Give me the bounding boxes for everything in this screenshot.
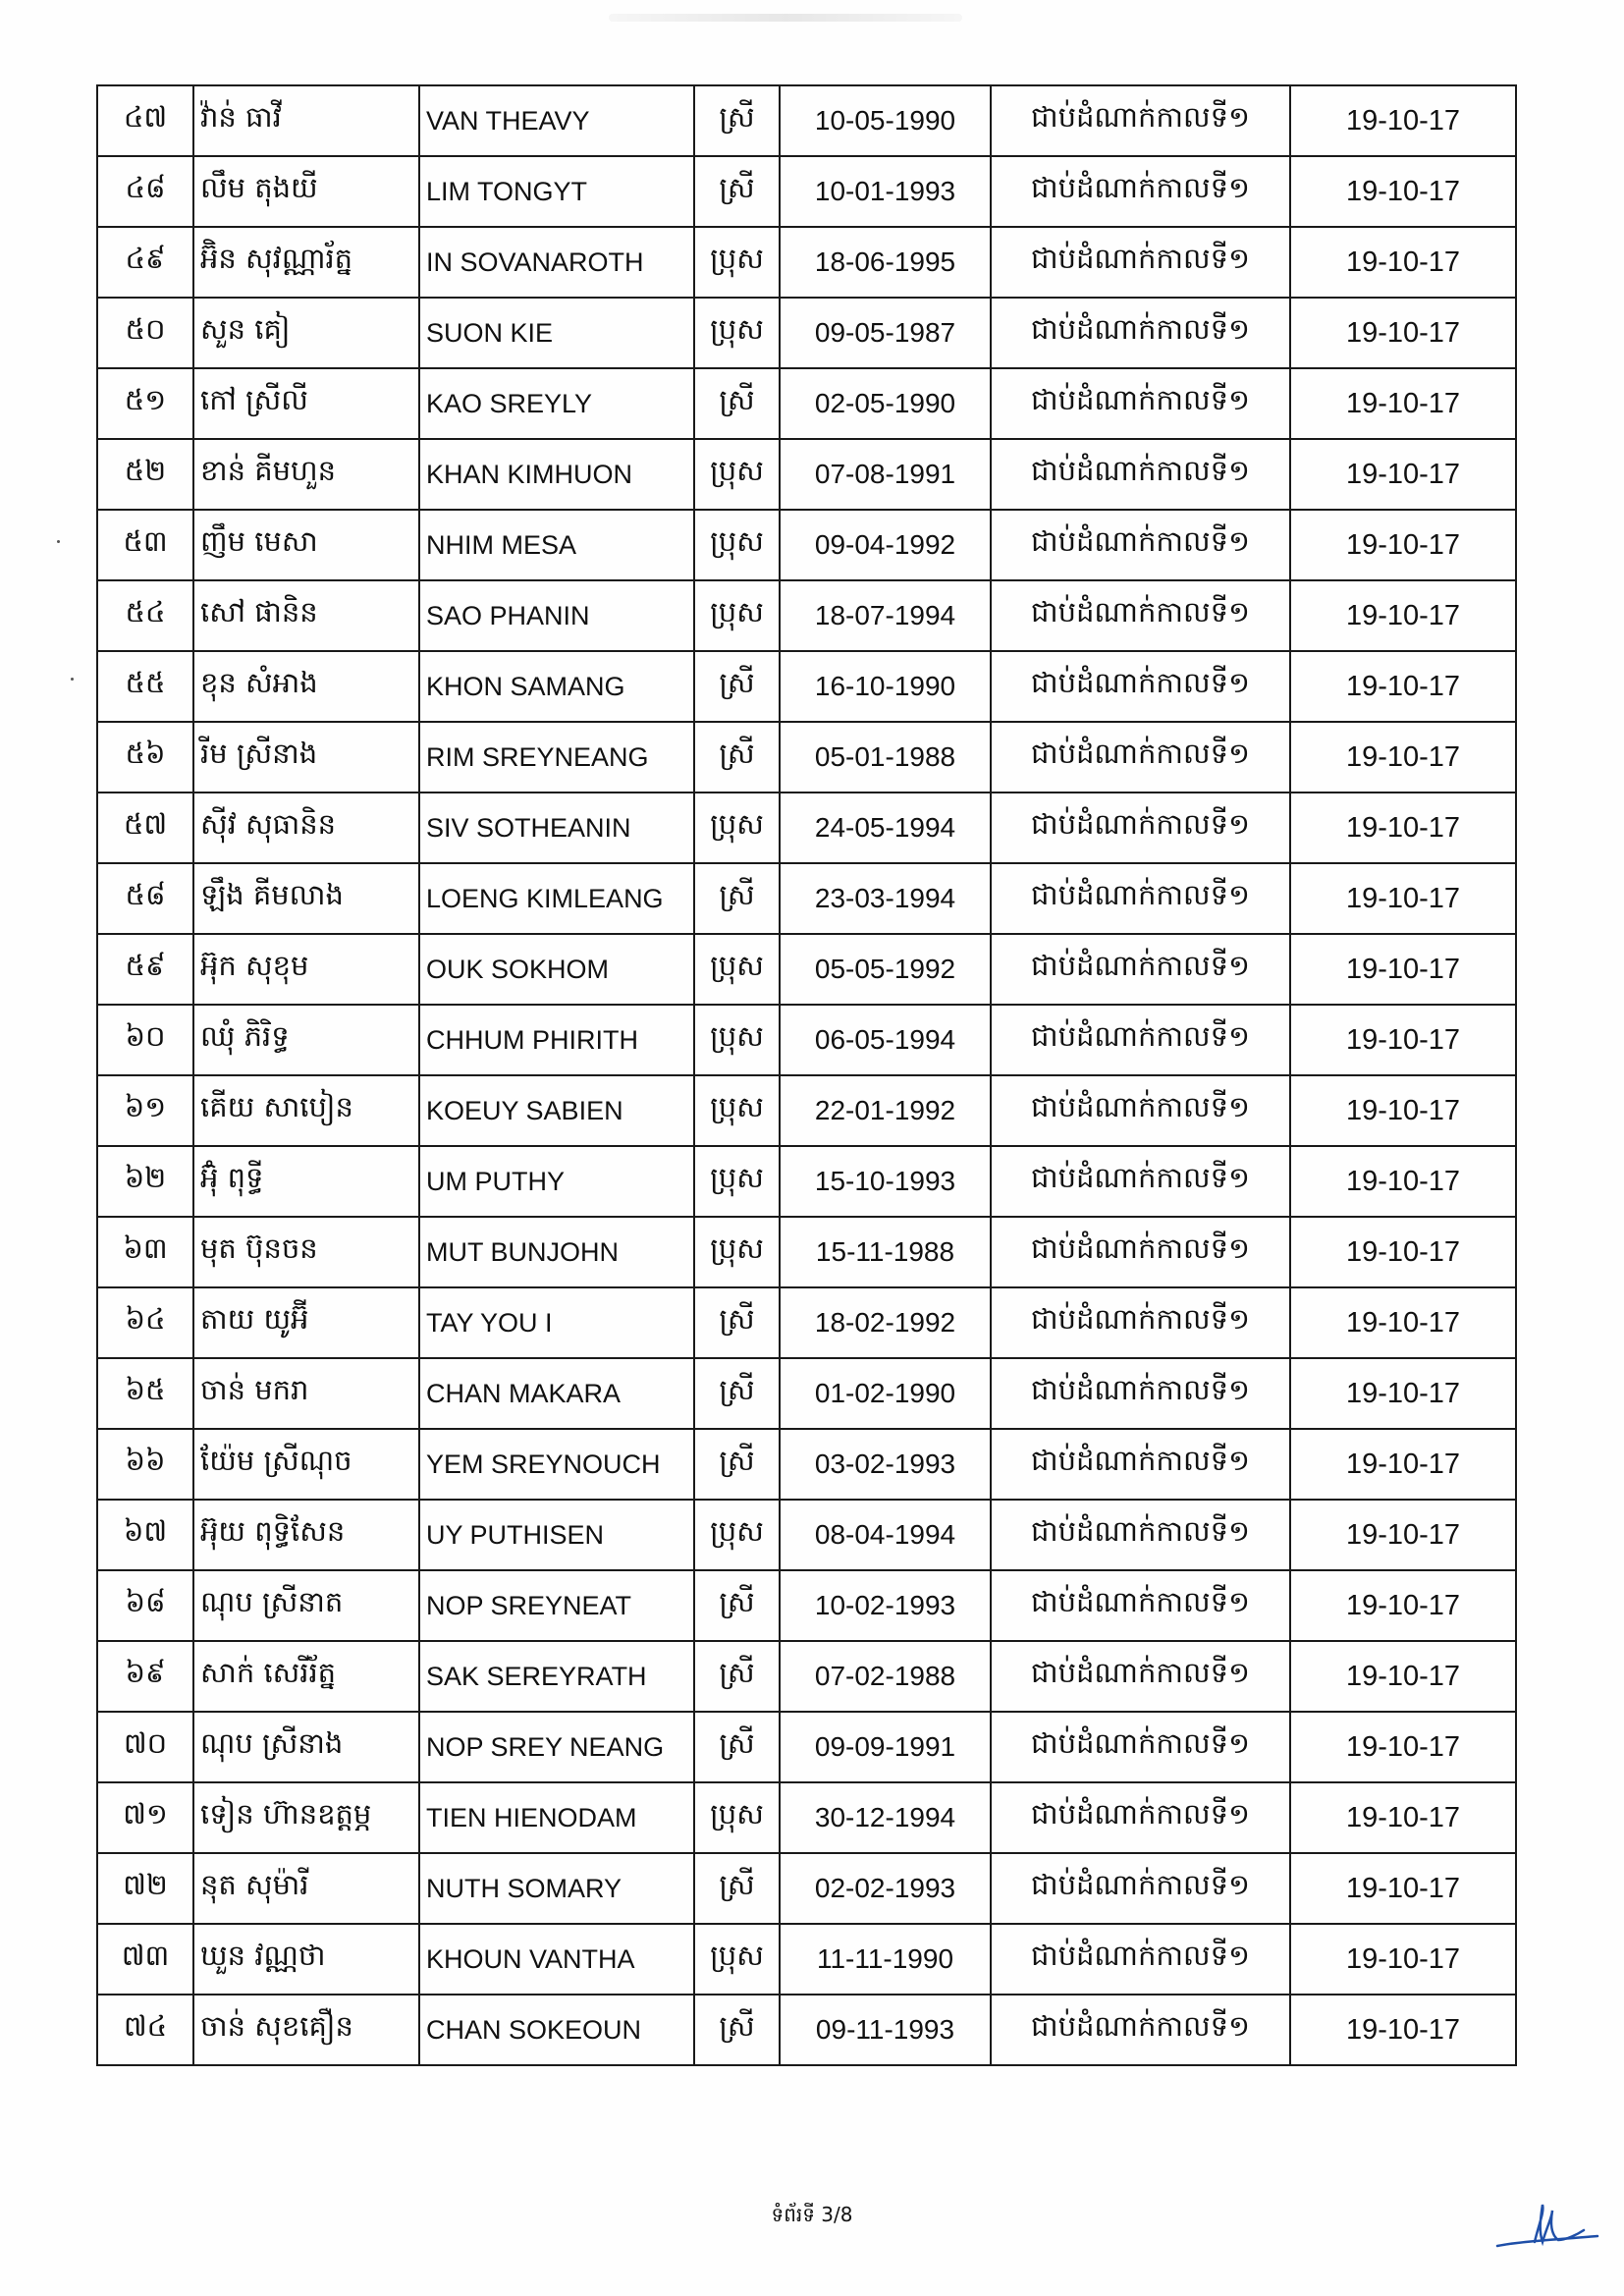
gender-cell: ស្រី: [694, 651, 780, 722]
row-number-cell: ៤៨: [97, 156, 193, 227]
result-date-cell: 19-10-17: [1290, 793, 1516, 863]
date-of-birth-cell: 08-04-1994: [780, 1500, 991, 1570]
gender-cell: ប្រុស: [694, 1782, 780, 1853]
latin-name-cell: KHOUN VANTHA: [419, 1924, 694, 1995]
result-status-cell: ជាប់ដំណាក់កាលទី១: [991, 368, 1290, 439]
latin-name-cell: OUK SOKHOM: [419, 934, 694, 1005]
latin-name-cell: UM PUTHY: [419, 1146, 694, 1217]
row-number-cell: ៦៥: [97, 1358, 193, 1429]
results-table: [96, 84, 1517, 2066]
result-status-cell: ជាប់ដំណាក់កាលទី១: [991, 156, 1290, 227]
result-status-cell: ជាប់ដំណាក់កាលទី១: [991, 722, 1290, 793]
result-date-cell: 19-10-17: [1290, 1005, 1516, 1075]
table-row: [97, 863, 1516, 934]
gender-cell: ប្រុស: [694, 580, 780, 651]
result-status-cell: ជាប់ដំណាក់កាលទី១: [991, 1217, 1290, 1287]
row-number-cell: ៦៩: [97, 1641, 193, 1712]
result-date-cell: 19-10-17: [1290, 1500, 1516, 1570]
gender-cell: ស្រី: [694, 1358, 780, 1429]
gender-cell: ស្រី: [694, 368, 780, 439]
khmer-name-cell: សៅ ផានិន: [193, 580, 419, 651]
row-number-cell: ៧២: [97, 1853, 193, 1924]
khmer-name-cell: សួន គៀ: [193, 298, 419, 368]
latin-name-cell: RIM SREYNEANG: [419, 722, 694, 793]
khmer-name-cell: យ៉ែម ស្រីណុច: [193, 1429, 419, 1500]
date-of-birth-cell: 05-05-1992: [780, 934, 991, 1005]
row-number-cell: ៦៤: [97, 1287, 193, 1358]
date-of-birth-cell: 15-11-1988: [780, 1217, 991, 1287]
khmer-name-cell: ទៀន ហ៊ានឧត្តម្ភ: [193, 1782, 419, 1853]
latin-name-cell: LOENG KIMLEANG: [419, 863, 694, 934]
latin-name-cell: KHAN KIMHUON: [419, 439, 694, 510]
date-of-birth-cell: 03-02-1993: [780, 1429, 991, 1500]
table-row: [97, 368, 1516, 439]
row-number-cell: ៤៩: [97, 227, 193, 298]
khmer-name-cell: ឃួន វណ្ណថា: [193, 1924, 419, 1995]
latin-name-cell: TAY YOU I: [419, 1287, 694, 1358]
khmer-name-cell: ណុប ស្រីនាង: [193, 1712, 419, 1782]
gender-cell: ស្រី: [694, 1712, 780, 1782]
date-of-birth-cell: 09-04-1992: [780, 510, 991, 580]
result-date-cell: 19-10-17: [1290, 156, 1516, 227]
date-of-birth-cell: 05-01-1988: [780, 722, 991, 793]
latin-name-cell: IN SOVANAROTH: [419, 227, 694, 298]
signature-icon: [1488, 2185, 1605, 2264]
row-number-cell: ៦៧: [97, 1500, 193, 1570]
result-date-cell: 19-10-17: [1290, 1146, 1516, 1217]
khmer-name-cell: គើយ សាបៀន: [193, 1075, 419, 1146]
row-number-cell: ៥៧: [97, 793, 193, 863]
result-status-cell: ជាប់ដំណាក់កាលទី១: [991, 934, 1290, 1005]
table-row: [97, 1782, 1516, 1853]
khmer-name-cell: នុត សុម៉ារី: [193, 1853, 419, 1924]
gender-cell: ប្រុស: [694, 298, 780, 368]
row-number-cell: ៧៤: [97, 1995, 193, 2065]
page-number: ទំព័រទី 3/8: [771, 2203, 853, 2226]
date-of-birth-cell: 18-07-1994: [780, 580, 991, 651]
gender-cell: ប្រុស: [694, 227, 780, 298]
gender-cell: ស្រី: [694, 1641, 780, 1712]
result-status-cell: ជាប់ដំណាក់កាលទី១: [991, 1924, 1290, 1995]
gender-cell: ប្រុស: [694, 1146, 780, 1217]
result-date-cell: 19-10-17: [1290, 651, 1516, 722]
result-date-cell: 19-10-17: [1290, 580, 1516, 651]
result-date-cell: 19-10-17: [1290, 934, 1516, 1005]
khmer-name-cell: អ៊ុក សុខុម: [193, 934, 419, 1005]
results-table-container: [96, 84, 1515, 2066]
table-row: [97, 1712, 1516, 1782]
date-of-birth-cell: 01-02-1990: [780, 1358, 991, 1429]
date-of-birth-cell: 18-06-1995: [780, 227, 991, 298]
result-status-cell: ជាប់ដំណាក់កាលទី១: [991, 298, 1290, 368]
gender-cell: ប្រុស: [694, 510, 780, 580]
gender-cell: ស្រី: [694, 156, 780, 227]
row-number-cell: ៥៩: [97, 934, 193, 1005]
date-of-birth-cell: 07-08-1991: [780, 439, 991, 510]
result-status-cell: ជាប់ដំណាក់កាលទី១: [991, 1712, 1290, 1782]
khmer-name-cell: តាយ យូអ៊ី: [193, 1287, 419, 1358]
row-number-cell: ៧៣: [97, 1924, 193, 1995]
table-row: [97, 722, 1516, 793]
latin-name-cell: KAO SREYLY: [419, 368, 694, 439]
latin-name-cell: NUTH SOMARY: [419, 1853, 694, 1924]
latin-name-cell: LIM TONGYT: [419, 156, 694, 227]
result-date-cell: 19-10-17: [1290, 510, 1516, 580]
khmer-name-cell: ខុន សំអាង: [193, 651, 419, 722]
result-date-cell: 19-10-17: [1290, 439, 1516, 510]
result-status-cell: ជាប់ដំណាក់កាលទី១: [991, 439, 1290, 510]
table-row: [97, 1075, 1516, 1146]
row-number-cell: ៥៦: [97, 722, 193, 793]
table-row: [97, 651, 1516, 722]
khmer-name-cell: ញឹម មេសា: [193, 510, 419, 580]
date-of-birth-cell: 23-03-1994: [780, 863, 991, 934]
result-status-cell: ជាប់ដំណាក់កាលទី១: [991, 1500, 1290, 1570]
result-status-cell: ជាប់ដំណាក់កាលទី១: [991, 1075, 1290, 1146]
khmer-name-cell: មុត ប៊ុនចន: [193, 1217, 419, 1287]
date-of-birth-cell: 02-05-1990: [780, 368, 991, 439]
results-table-body: [97, 85, 1516, 2065]
latin-name-cell: SUON KIE: [419, 298, 694, 368]
row-number-cell: ៥២: [97, 439, 193, 510]
khmer-name-cell: ឈុំ ភិរិទ្ធ: [193, 1005, 419, 1075]
result-date-cell: 19-10-17: [1290, 1853, 1516, 1924]
scan-artifact: [609, 14, 962, 22]
result-status-cell: ជាប់ដំណាក់កាលទី១: [991, 1641, 1290, 1712]
row-number-cell: ៥០: [97, 298, 193, 368]
gender-cell: ស្រី: [694, 1570, 780, 1641]
result-status-cell: ជាប់ដំណាក់កាលទី១: [991, 227, 1290, 298]
table-row: [97, 439, 1516, 510]
table-row: [97, 1500, 1516, 1570]
khmer-name-cell: អ៊ុយ ពុទ្ធិសែន: [193, 1500, 419, 1570]
result-status-cell: ជាប់ដំណាក់កាលទី១: [991, 1287, 1290, 1358]
khmer-name-cell: វ៉ាន់ ធាវី: [193, 85, 419, 156]
result-date-cell: 19-10-17: [1290, 1570, 1516, 1641]
gender-cell: ប្រុស: [694, 793, 780, 863]
result-date-cell: 19-10-17: [1290, 722, 1516, 793]
gender-cell: ស្រី: [694, 722, 780, 793]
row-number-cell: ៦៨: [97, 1570, 193, 1641]
khmer-name-cell: កៅ ស្រីលី: [193, 368, 419, 439]
table-row: [97, 1570, 1516, 1641]
date-of-birth-cell: 09-11-1993: [780, 1995, 991, 2065]
row-number-cell: ៥១: [97, 368, 193, 439]
table-row: [97, 1217, 1516, 1287]
latin-name-cell: UY PUTHISEN: [419, 1500, 694, 1570]
date-of-birth-cell: 24-05-1994: [780, 793, 991, 863]
gender-cell: ប្រុស: [694, 1075, 780, 1146]
gender-cell: ប្រុស: [694, 1005, 780, 1075]
khmer-name-cell: សាក់ សេរីរ័ត្ន: [193, 1641, 419, 1712]
gender-cell: ស្រី: [694, 1995, 780, 2065]
row-number-cell: ៥៨: [97, 863, 193, 934]
date-of-birth-cell: 09-05-1987: [780, 298, 991, 368]
table-row: [97, 1429, 1516, 1500]
gender-cell: ប្រុស: [694, 1924, 780, 1995]
table-row: [97, 85, 1516, 156]
result-date-cell: 19-10-17: [1290, 1782, 1516, 1853]
result-date-cell: 19-10-17: [1290, 1641, 1516, 1712]
date-of-birth-cell: 09-09-1991: [780, 1712, 991, 1782]
latin-name-cell: SIV SOTHEANIN: [419, 793, 694, 863]
date-of-birth-cell: 06-05-1994: [780, 1005, 991, 1075]
date-of-birth-cell: 30-12-1994: [780, 1782, 991, 1853]
latin-name-cell: NOP SREY NEANG: [419, 1712, 694, 1782]
latin-name-cell: KHON SAMANG: [419, 651, 694, 722]
latin-name-cell: SAO PHANIN: [419, 580, 694, 651]
table-row: [97, 298, 1516, 368]
row-number-cell: ៦៦: [97, 1429, 193, 1500]
result-date-cell: 19-10-17: [1290, 1075, 1516, 1146]
table-row: [97, 793, 1516, 863]
result-date-cell: 19-10-17: [1290, 227, 1516, 298]
result-date-cell: 19-10-17: [1290, 1217, 1516, 1287]
latin-name-cell: CHHUM PHIRITH: [419, 1005, 694, 1075]
row-number-cell: ៤៧: [97, 85, 193, 156]
row-number-cell: ៥៣: [97, 510, 193, 580]
latin-name-cell: NOP SREYNEAT: [419, 1570, 694, 1641]
latin-name-cell: YEM SREYNOUCH: [419, 1429, 694, 1500]
result-status-cell: ជាប់ដំណាក់កាលទី១: [991, 1995, 1290, 2065]
row-number-cell: ៧១: [97, 1782, 193, 1853]
latin-name-cell: VAN THEAVY: [419, 85, 694, 156]
latin-name-cell: KOEUY SABIEN: [419, 1075, 694, 1146]
result-status-cell: ជាប់ដំណាក់កាលទី១: [991, 1570, 1290, 1641]
date-of-birth-cell: 10-01-1993: [780, 156, 991, 227]
date-of-birth-cell: 11-11-1990: [780, 1924, 991, 1995]
result-date-cell: 19-10-17: [1290, 1995, 1516, 2065]
khmer-name-cell: អ៊ិន សុវណ្ណារ័ត្ន: [193, 227, 419, 298]
result-date-cell: 19-10-17: [1290, 1287, 1516, 1358]
khmer-name-cell: ចាន់ មករា: [193, 1358, 419, 1429]
result-date-cell: 19-10-17: [1290, 368, 1516, 439]
result-status-cell: ជាប់ដំណាក់កាលទី១: [991, 580, 1290, 651]
table-row: [97, 1995, 1516, 2065]
table-row: [97, 510, 1516, 580]
table-row: [97, 934, 1516, 1005]
date-of-birth-cell: 07-02-1988: [780, 1641, 991, 1712]
table-row: [97, 580, 1516, 651]
result-date-cell: 19-10-17: [1290, 1429, 1516, 1500]
result-date-cell: 19-10-17: [1290, 1712, 1516, 1782]
result-status-cell: ជាប់ដំណាក់កាលទី១: [991, 1782, 1290, 1853]
row-number-cell: ៦០: [97, 1005, 193, 1075]
latin-name-cell: TIEN HIENODAM: [419, 1782, 694, 1853]
latin-name-cell: MUT BUNJOHN: [419, 1217, 694, 1287]
khmer-name-cell: ណុប ស្រីនាត: [193, 1570, 419, 1641]
gender-cell: ស្រី: [694, 863, 780, 934]
result-status-cell: ជាប់ដំណាក់កាលទី១: [991, 85, 1290, 156]
result-status-cell: ជាប់ដំណាក់កាលទី១: [991, 1853, 1290, 1924]
result-status-cell: ជាប់ដំណាក់កាលទី១: [991, 510, 1290, 580]
table-row: [97, 1853, 1516, 1924]
khmer-name-cell: ឡឹង គីមលាង: [193, 863, 419, 934]
date-of-birth-cell: 10-05-1990: [780, 85, 991, 156]
row-number-cell: ៥៥: [97, 651, 193, 722]
table-row: [97, 1924, 1516, 1995]
result-status-cell: ជាប់ដំណាក់កាលទី១: [991, 1146, 1290, 1217]
khmer-name-cell: ចាន់ សុខគឿន: [193, 1995, 419, 2065]
result-status-cell: ជាប់ដំណាក់កាលទី១: [991, 793, 1290, 863]
gender-cell: ស្រី: [694, 85, 780, 156]
latin-name-cell: NHIM MESA: [419, 510, 694, 580]
date-of-birth-cell: 15-10-1993: [780, 1146, 991, 1217]
result-status-cell: ជាប់ដំណាក់កាលទី១: [991, 1358, 1290, 1429]
result-status-cell: ជាប់ដំណាក់កាលទី១: [991, 1005, 1290, 1075]
result-date-cell: 19-10-17: [1290, 85, 1516, 156]
khmer-name-cell: អ៊ុំ ពុទ្ធី: [193, 1146, 419, 1217]
gender-cell: ស្រី: [694, 1853, 780, 1924]
table-row: [97, 1358, 1516, 1429]
latin-name-cell: CHAN MAKARA: [419, 1358, 694, 1429]
result-status-cell: ជាប់ដំណាក់កាលទី១: [991, 651, 1290, 722]
gender-cell: ប្រុស: [694, 1500, 780, 1570]
result-date-cell: 19-10-17: [1290, 1924, 1516, 1995]
row-number-cell: ៧០: [97, 1712, 193, 1782]
table-row: [97, 1641, 1516, 1712]
row-number-cell: ៦៣: [97, 1217, 193, 1287]
gender-cell: ស្រី: [694, 1287, 780, 1358]
result-date-cell: 19-10-17: [1290, 863, 1516, 934]
result-status-cell: ជាប់ដំណាក់កាលទី១: [991, 1429, 1290, 1500]
table-row: [97, 227, 1516, 298]
table-row: [97, 1146, 1516, 1217]
date-of-birth-cell: 10-02-1993: [780, 1570, 991, 1641]
row-number-cell: ៥៤: [97, 580, 193, 651]
gender-cell: ប្រុស: [694, 439, 780, 510]
row-number-cell: ៦១: [97, 1075, 193, 1146]
result-status-cell: ជាប់ដំណាក់កាលទី១: [991, 863, 1290, 934]
row-number-cell: ៦២: [97, 1146, 193, 1217]
table-row: [97, 1287, 1516, 1358]
khmer-name-cell: ស៊ីវ សុធានិន: [193, 793, 419, 863]
table-row: [97, 156, 1516, 227]
khmer-name-cell: ខាន់ គីមហួន: [193, 439, 419, 510]
date-of-birth-cell: 22-01-1992: [780, 1075, 991, 1146]
table-row: [97, 1005, 1516, 1075]
khmer-name-cell: លឹម តុងយី: [193, 156, 419, 227]
result-date-cell: 19-10-17: [1290, 298, 1516, 368]
date-of-birth-cell: 18-02-1992: [780, 1287, 991, 1358]
result-date-cell: 19-10-17: [1290, 1358, 1516, 1429]
date-of-birth-cell: 16-10-1990: [780, 651, 991, 722]
khmer-name-cell: រីម ស្រីនាង: [193, 722, 419, 793]
latin-name-cell: CHAN SOKEOUN: [419, 1995, 694, 2065]
gender-cell: ប្រុស: [694, 1217, 780, 1287]
latin-name-cell: SAK SEREYRATH: [419, 1641, 694, 1712]
date-of-birth-cell: 02-02-1993: [780, 1853, 991, 1924]
gender-cell: ស្រី: [694, 1429, 780, 1500]
gender-cell: ប្រុស: [694, 934, 780, 1005]
